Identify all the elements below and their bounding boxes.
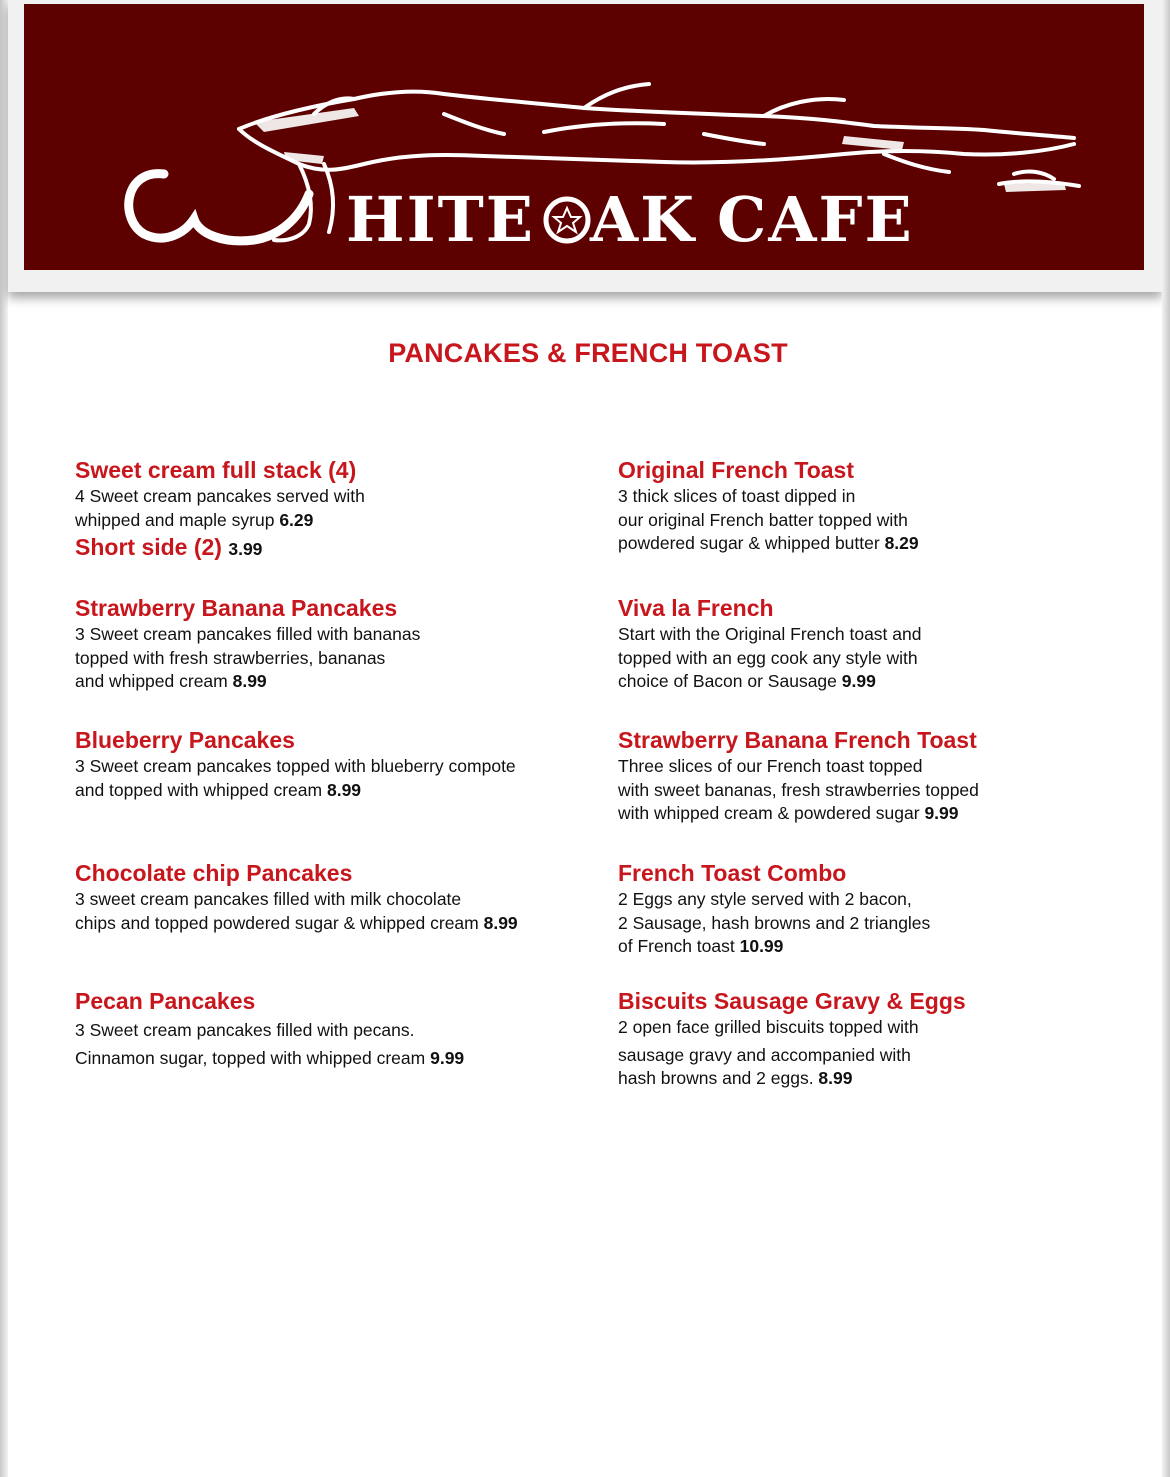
description-line: 3 sweet cream pancakes filled with milk chocolate	[75, 889, 462, 909]
description-line: Start with the Original French toast and	[618, 624, 922, 644]
item-price: 8.99	[483, 912, 518, 933]
description-line: and topped with whipped cream 8.99	[75, 779, 362, 800]
item-name: Strawberry Banana Pancakes	[75, 595, 398, 621]
item-name: Viva la French	[618, 595, 774, 621]
svg-text:HITE: HITE	[346, 183, 535, 256]
description-line: topped with fresh strawberries, bananas	[75, 647, 386, 668]
short-side-option: Short side (2) 3.99	[75, 534, 263, 560]
item-price: 3.99	[228, 539, 263, 559]
item-description	[618, 888, 1088, 959]
description-line: 2 open face grilled biscuits topped with	[618, 1017, 919, 1037]
menu-item	[618, 455, 1088, 556]
description-line: of French toast 10.99	[618, 936, 784, 956]
page-title: PANCAKES & FRENCH TOAST	[388, 338, 788, 368]
menu-item	[618, 725, 1088, 826]
item-price: 8.29	[884, 533, 919, 553]
menu-item	[618, 858, 1088, 959]
description-line: chips and topped powdered sugar & whipped cream 8.99	[75, 912, 518, 933]
svg-text:CAFE: CAFE	[717, 183, 914, 256]
description-line: Cinnamon sugar, topped with whipped cream 9.99	[75, 1048, 465, 1068]
item-description	[618, 1016, 1088, 1091]
description-line: 2 Eggs any style served with 2 bacon,	[618, 889, 912, 909]
menu-item	[618, 986, 1088, 1091]
item-name: Pecan Pancakes	[75, 988, 256, 1014]
description-line: hash browns and 2 eggs. 8.99	[618, 1068, 853, 1088]
item-description	[75, 485, 575, 532]
item-description	[75, 623, 575, 694]
item-name: Original French Toast	[618, 457, 854, 483]
description-line: 3 Sweet cream pancakes filled with bananas	[75, 624, 421, 644]
menu-item	[618, 593, 1088, 694]
description-line: sausage gravy and accompanied with	[618, 1044, 911, 1065]
item-price: 6.29	[279, 509, 314, 530]
menu-item	[75, 725, 575, 802]
item-price: 8.99	[232, 671, 267, 691]
description-line: 3 Sweet cream pancakes topped with blueberry compote	[75, 756, 516, 776]
description-line: powdered sugar & whipped butter 8.29	[618, 533, 919, 553]
description-line: choice of Bacon or Sausage 9.99	[618, 671, 876, 691]
description-line: with sweet bananas, fresh strawberries topped	[618, 779, 979, 800]
logo-banner	[24, 4, 1144, 270]
description-line: with whipped cream & powdered sugar 9.99	[618, 803, 959, 823]
item-price: 9.99	[924, 803, 959, 823]
item-name: Sweet cream full stack (4)	[75, 457, 357, 483]
item-name: Strawberry Banana French Toast	[618, 727, 977, 753]
menu-item	[75, 593, 575, 694]
item-description	[75, 1016, 575, 1072]
menu-item	[75, 858, 575, 935]
description-line: 3 Sweet cream pancakes filled with pecans.	[75, 1020, 415, 1040]
description-line: 2 Sausage, hash browns and 2 triangles	[618, 912, 931, 933]
svg-text:AK: AK	[590, 183, 696, 256]
item-name: Blueberry Pancakes	[75, 727, 295, 753]
description-line: whipped and maple syrup 6.29	[75, 509, 314, 530]
item-description	[618, 755, 1088, 826]
item-description	[75, 888, 575, 935]
item-price: 10.99	[739, 936, 784, 956]
item-price: 8.99	[326, 779, 362, 800]
item-price: 8.99	[818, 1068, 853, 1088]
menu-item	[75, 986, 575, 1072]
description-line: 4 Sweet cream pancakes served with	[75, 486, 365, 506]
menu-item	[75, 455, 575, 564]
item-price: 9.99	[430, 1048, 465, 1068]
item-name: Biscuits Sausage Gravy & Eggs	[618, 988, 966, 1014]
description-line: Three slices of our French toast topped	[618, 756, 923, 776]
item-price: 9.99	[841, 671, 876, 691]
header-frame	[8, 0, 1162, 292]
description-line: our original French batter topped with	[618, 509, 908, 530]
item-name: French Toast Combo	[618, 860, 847, 886]
item-description	[618, 485, 1088, 556]
item-description	[618, 623, 1088, 694]
description-line: topped with an egg cook any style with	[618, 647, 918, 668]
description-line: and whipped cream 8.99	[75, 671, 267, 691]
description-line: 3 thick slices of toast dipped in	[618, 486, 856, 506]
item-description	[75, 755, 575, 802]
white-oak-cafe-logo	[24, 4, 1144, 270]
item-name: Chocolate chip Pancakes	[75, 860, 353, 886]
